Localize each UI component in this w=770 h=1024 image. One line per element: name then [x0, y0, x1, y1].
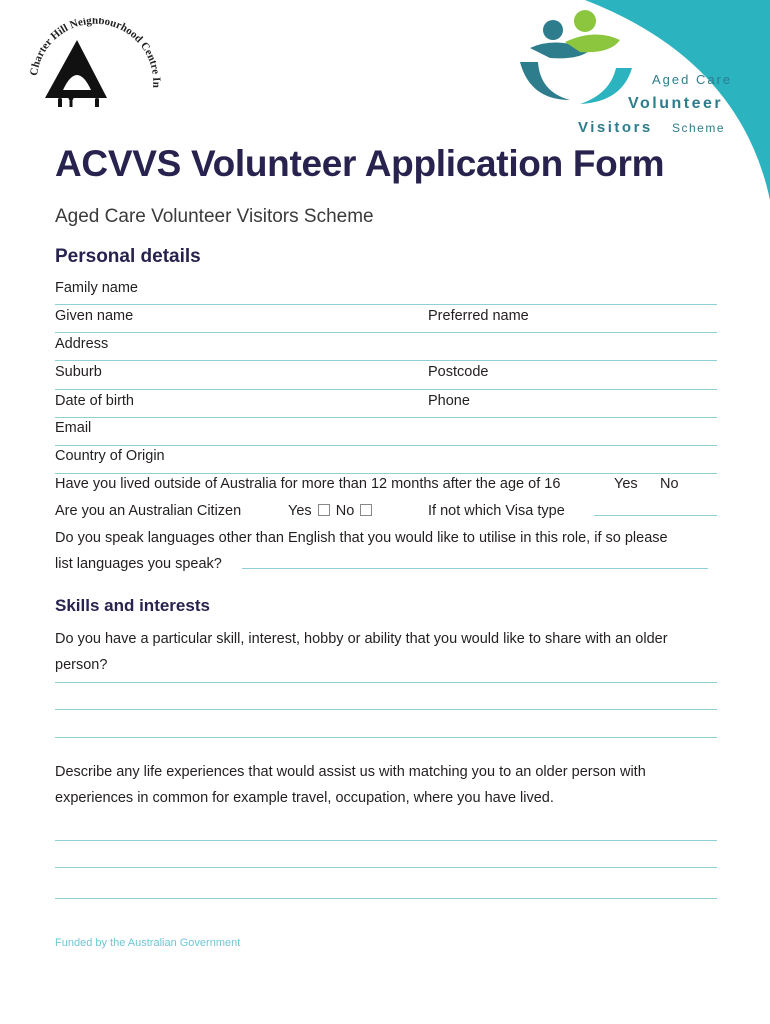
personal-details-heading: Personal details	[55, 246, 201, 267]
logo-line3a: Visitors	[578, 119, 653, 136]
skills-question-line1: Do you have a particular skill, interest, hobby or ability that you would like to share with an older	[55, 631, 668, 647]
dob-label: Date of birth	[55, 393, 134, 409]
experiences-question	[55, 759, 725, 811]
logo-line1: Aged Care	[652, 72, 733, 87]
skills-answer-line[interactable]	[55, 737, 717, 738]
languages-label-line1: Do you speak languages other than English that you would like to utilise in this role, if so please	[55, 530, 668, 546]
citizen-yes-checkbox[interactable]	[318, 504, 330, 516]
experiences-question-line2: experiences in common for example travel, occupation, where you have lived.	[55, 790, 554, 806]
lived-outside-yes[interactable]: Yes	[614, 476, 638, 492]
visa-label: If not which Visa type	[428, 503, 565, 519]
skills-heading: Skills and interests	[55, 596, 210, 615]
skills-question-line2: person?	[55, 657, 108, 673]
citizen-options	[288, 503, 374, 519]
lived-outside-no[interactable]: No	[660, 476, 679, 492]
preferred-name-label: Preferred name	[428, 308, 529, 324]
given-name-label: Given name	[55, 308, 134, 324]
footer-funding: Funded by the Australian Government	[55, 937, 241, 949]
citizen-no-checkbox[interactable]	[360, 504, 372, 516]
citizen-no-label: No	[335, 503, 355, 519]
experiences-answer-line[interactable]	[55, 840, 717, 841]
charter-hill-logo	[25, 18, 165, 113]
dob-field[interactable]	[55, 417, 717, 418]
phone-label: Phone	[428, 393, 470, 409]
postcode-label: Postcode	[428, 364, 489, 380]
email-field[interactable]	[55, 445, 717, 446]
languages-field[interactable]	[242, 568, 708, 569]
logo-line3b: Scheme	[672, 121, 726, 135]
suburb-label: Suburb	[55, 364, 102, 380]
experiences-question-line1: Describe any life experiences that would assist us with matching you to an older person with	[55, 764, 646, 780]
country-field[interactable]	[55, 473, 717, 474]
citizen-yes-label: Yes	[288, 503, 312, 519]
citizen-label: Are you an Australian Citizen	[55, 503, 242, 519]
experiences-answer-line[interactable]	[55, 867, 717, 868]
lived-outside-label: Have you lived outside of Australia for more than 12 months after the age of 16	[55, 476, 561, 492]
page-title: ACVVS Volunteer Application Form	[55, 143, 665, 184]
page-subtitle: Aged Care Volunteer Visitors Scheme	[55, 206, 374, 227]
skills-question	[55, 626, 725, 678]
skills-answer-line[interactable]	[55, 709, 717, 710]
email-label: Email	[55, 420, 92, 436]
logo-line2: Volunteer	[628, 95, 724, 112]
given-name-field[interactable]	[55, 332, 717, 333]
visa-field[interactable]	[594, 515, 717, 516]
family-name-label: Family name	[55, 280, 138, 296]
skills-answer-line[interactable]	[55, 682, 717, 683]
languages-label-line2: list languages you speak?	[55, 556, 222, 572]
experiences-answer-line[interactable]	[55, 898, 717, 899]
family-name-field[interactable]	[55, 304, 717, 305]
logo-ring-text: Charter Hill Neighbourhood Centre In	[27, 18, 163, 89]
suburb-field[interactable]	[55, 389, 717, 390]
country-label: Country of Origin	[55, 448, 165, 464]
address-label: Address	[55, 336, 109, 352]
address-field[interactable]	[55, 360, 717, 361]
